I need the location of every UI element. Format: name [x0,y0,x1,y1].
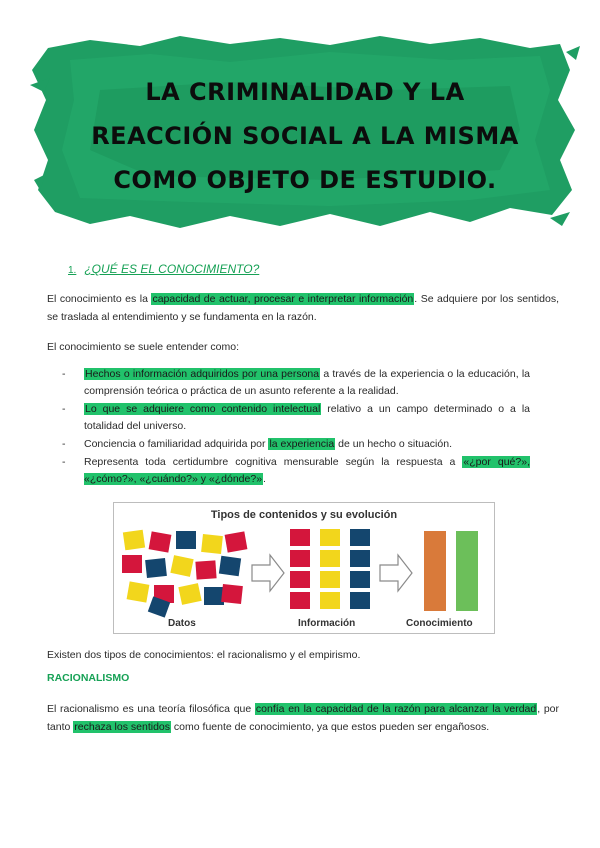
text-run: Representa toda certidumbre cognitiva mensurable según la respuesta a [84,456,463,468]
text-run: El conocimiento es la [47,293,152,305]
page-title [70,70,540,202]
list-item [62,454,530,488]
list-dash: - [62,368,66,380]
text-run: , por tanto [47,703,559,733]
section-number: 1. [68,265,77,276]
figure-label-datos: Datos [168,618,196,629]
knowledge-evolution-figure [113,502,495,634]
highlight: Hechos o información adquiridos por una persona [85,368,320,380]
highlight: Lo que se adquiere como contenido intelectual [85,403,321,415]
highlight: «¿por qué?», «¿cómo?», «¿cuándo?» y «¿dónde?» [84,456,530,485]
text-run: El racionalismo es una teoría filosófica que [47,703,255,715]
informacion-ordered-columns [290,529,370,609]
figure-label-informacion: Información [298,618,356,629]
list-dash: - [62,456,66,468]
text-run: . Se adquiere por los sentidos, se traslada al entendimiento y se fundamenta en la razón. [47,293,559,323]
title-line-3: COMO OBJETO DE ESTUDIO. [113,166,497,194]
text-run: . [263,473,266,485]
highlight: confía en la capacidad de la razón para alcanzar la verdad [255,703,537,715]
highlight: rechaza los sentidos [74,721,171,733]
list-item [62,401,530,435]
paragraph-racionalismo [47,700,559,736]
definition-list [62,366,530,489]
figure-title: Tipos de contenidos y su evolución [210,509,398,521]
text-run: de un hecho o situación. [335,438,452,450]
paragraph-types: Existen dos tipos de conocimientos: el racionalismo y el empirismo. [47,649,361,661]
text-run: como fuente de conocimiento, ya que estos pueden ser engañosos. [171,721,490,733]
arrow-right-icon [380,555,412,591]
title-line-1: LA CRIMINALIDAD Y LA [145,78,465,106]
paragraph-definition [47,290,559,326]
paragraph-intro-list: El conocimiento se suele entender como: [47,341,240,353]
datos-scattered-squares [122,530,247,618]
title-line-2: REACCIÓN SOCIAL A LA MISMA [91,122,519,150]
list-dash: - [62,403,66,415]
text-run: relativo a un campo determinado o a la totalidad del universo. [84,403,530,432]
figure-label-conocimiento: Conocimiento [406,618,473,629]
arrow-right-icon [252,555,284,591]
conocimiento-bars [424,531,478,611]
figure-graphic [114,503,494,633]
subheading-racionalismo: RACIONALISMO [47,672,130,684]
section-heading [68,262,259,276]
list-dash: - [62,438,66,450]
text-run: Conciencia o familiaridad adquirida por [84,438,269,450]
text-run: a través de la experiencia o la educación, la comprensión teórica o práctica de un asunto referente a la realidad. [84,368,531,397]
list-item [62,436,530,453]
title-banner [30,30,580,230]
section-title: ¿QUÉ ES EL CONOCIMIENTO? [84,262,260,276]
list-item [62,366,530,400]
highlight: capacidad de actuar, procesar e interpretar información [152,293,414,305]
highlight: la experiencia [269,438,335,450]
